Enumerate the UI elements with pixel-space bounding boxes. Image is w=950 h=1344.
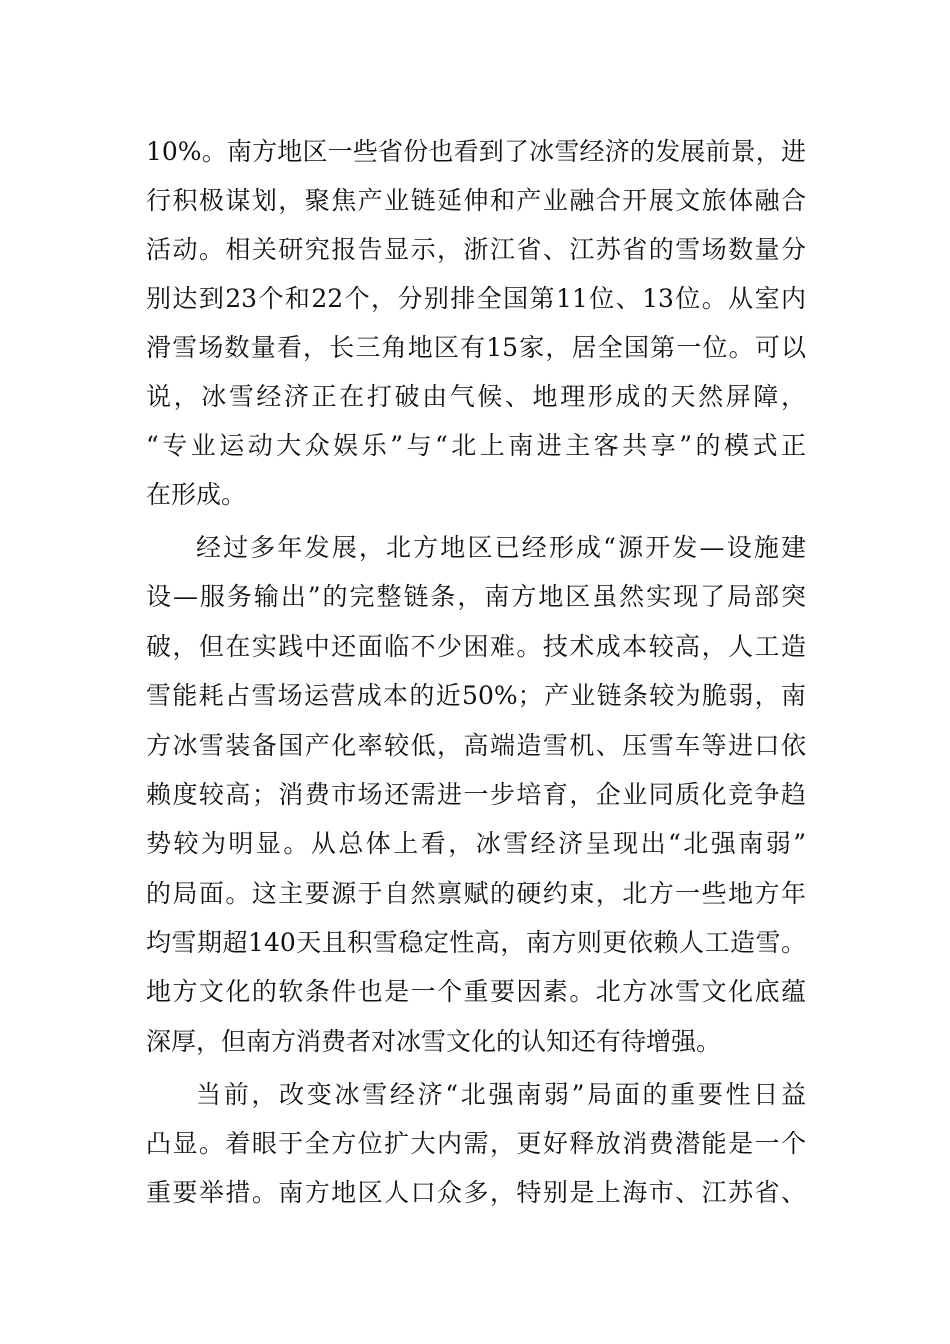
- text-line: 设—服务输出”的完整链条，南方地区虽然实现了局部突: [146, 582, 806, 611]
- text-line: 别达到23个和22个，分别排全国第11位、13位。从室内: [146, 284, 806, 313]
- text-line: 行积极谋划，聚焦产业链延伸和产业融合开展文旅体融合: [146, 186, 806, 215]
- text-line: 势较为明显。从总体上看，冰雪经济呈现出“北强南弱”: [146, 829, 806, 858]
- text-line: “专业运动大众娱乐”与“北上南进主客共享”的模式正: [146, 431, 806, 460]
- text-line: 均雪期超140天且积雪稳定性高，南方则更依赖人工造雪。: [146, 928, 806, 957]
- text-line: 方冰雪装备国产化率较低，高端造雪机、压雪车等进口依: [146, 731, 806, 760]
- text-line: 地方文化的软条件也是一个重要因素。北方冰雪文化底蕴: [146, 977, 806, 1006]
- text-line: 赖度较高；消费市场还需进一步培育，企业同质化竞争趋: [146, 780, 806, 809]
- text-line: 10%。南方地区一些省份也看到了冰雪经济的发展前景，进: [146, 137, 806, 166]
- text-line: 破，但在实践中还面临不少困难。技术成本较高，人工造: [146, 632, 806, 661]
- paragraph-first-line: 当前，改变冰雪经济“北强南弱”局面的重要性日益: [196, 1080, 806, 1109]
- text-line: 在形成。: [146, 480, 247, 509]
- text-line: 的局面。这主要源于自然禀赋的硬约束，北方一些地方年: [146, 879, 806, 908]
- paragraph-first-line: 经过多年发展，北方地区已经形成“源开发—设施建: [196, 533, 806, 562]
- text-line: 说，冰雪经济正在打破由气候、地理形成的天然屏障，: [146, 382, 806, 411]
- text-line: 雪能耗占雪场运营成本的近50%；产业链条较为脆弱，南: [146, 681, 806, 710]
- text-line: 滑雪场数量看，长三角地区有15家，居全国第一位。可以: [146, 333, 806, 362]
- text-line: 深厚，但南方消费者对冰雪文化的认知还有待增强。: [146, 1027, 722, 1056]
- text-line: 活动。相关研究报告显示，浙江省、江苏省的雪场数量分: [146, 235, 806, 264]
- text-line: 重要举措。南方地区人口众多，特别是上海市、江苏省、: [146, 1178, 806, 1207]
- text-line: 凸显。着眼于全方位扩大内需，更好释放消费潜能是一个: [146, 1129, 806, 1158]
